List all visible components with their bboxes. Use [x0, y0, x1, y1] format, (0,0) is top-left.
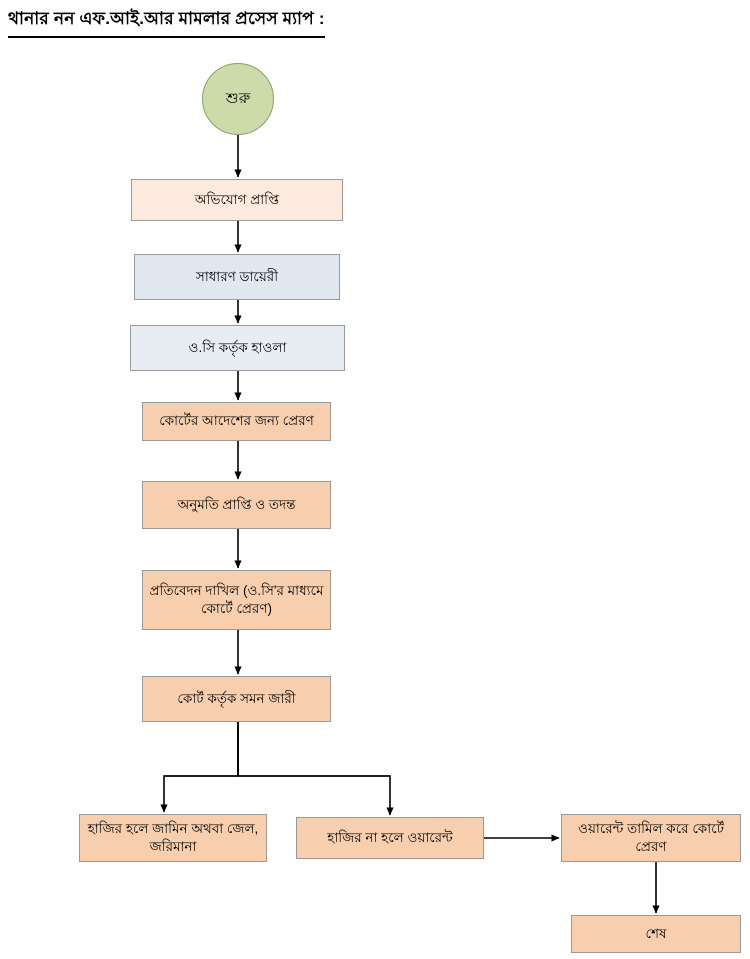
node-general-diary-label: সাধারণ ডায়েরী — [195, 268, 279, 284]
node-complaint-received[interactable] — [131, 179, 343, 221]
node-permission-and-investigation-label: অনুমতি প্রাপ্তি ও তদন্ত — [177, 496, 296, 512]
node-warrant-executed-sent-to-court-label: ওয়ারেন্ট তামিল করে কোর্টে প্রেরণ — [578, 820, 724, 854]
node-complaint-received-label: অভিযোগ প্রাপ্তি — [194, 191, 280, 207]
node-oc-handover[interactable] — [130, 325, 345, 371]
node-end[interactable] — [571, 915, 741, 953]
node-general-diary[interactable] — [134, 254, 340, 300]
connector-n7-n8 — [164, 722, 238, 812]
node-send-for-court-order-label: কোর্টের আদেশের জন্য প্রেরণ — [159, 413, 314, 429]
node-appeared-bail-or-jail[interactable] — [79, 814, 267, 862]
node-permission-and-investigation[interactable] — [142, 481, 331, 529]
node-not-appeared-warrant[interactable] — [296, 817, 484, 859]
node-not-appeared-warrant-label: হাজির না হলে ওয়ারেন্ট — [327, 829, 453, 845]
connector-n7-n9 — [238, 722, 390, 815]
node-start[interactable] — [202, 63, 274, 135]
node-warrant-executed-sent-to-court[interactable] — [561, 814, 741, 862]
node-court-summons-label: কোর্ট কর্তৃক সমন জারী — [177, 690, 296, 706]
node-send-for-court-order[interactable] — [142, 402, 331, 441]
node-report-submission[interactable] — [142, 570, 331, 630]
page-title: থানার নন এফ.আই.আর মামলার প্রসেস ম্যাপ : — [8, 6, 325, 38]
node-appeared-bail-or-jail-label: হাজির হলে জামিন অথবা জেল, জরিমানা — [87, 820, 259, 854]
node-report-submission-label: প্রতিবেদন দাখিল (ও.সি'র মাধ্যমে কোর্টে প্রেরণ) — [149, 582, 324, 616]
node-start-label: শুরু — [225, 89, 251, 107]
node-oc-handover-label: ও.সি কর্তৃক হাওলা — [188, 339, 287, 355]
node-court-summons[interactable] — [142, 676, 331, 722]
node-end-label: শেষ — [645, 925, 667, 941]
